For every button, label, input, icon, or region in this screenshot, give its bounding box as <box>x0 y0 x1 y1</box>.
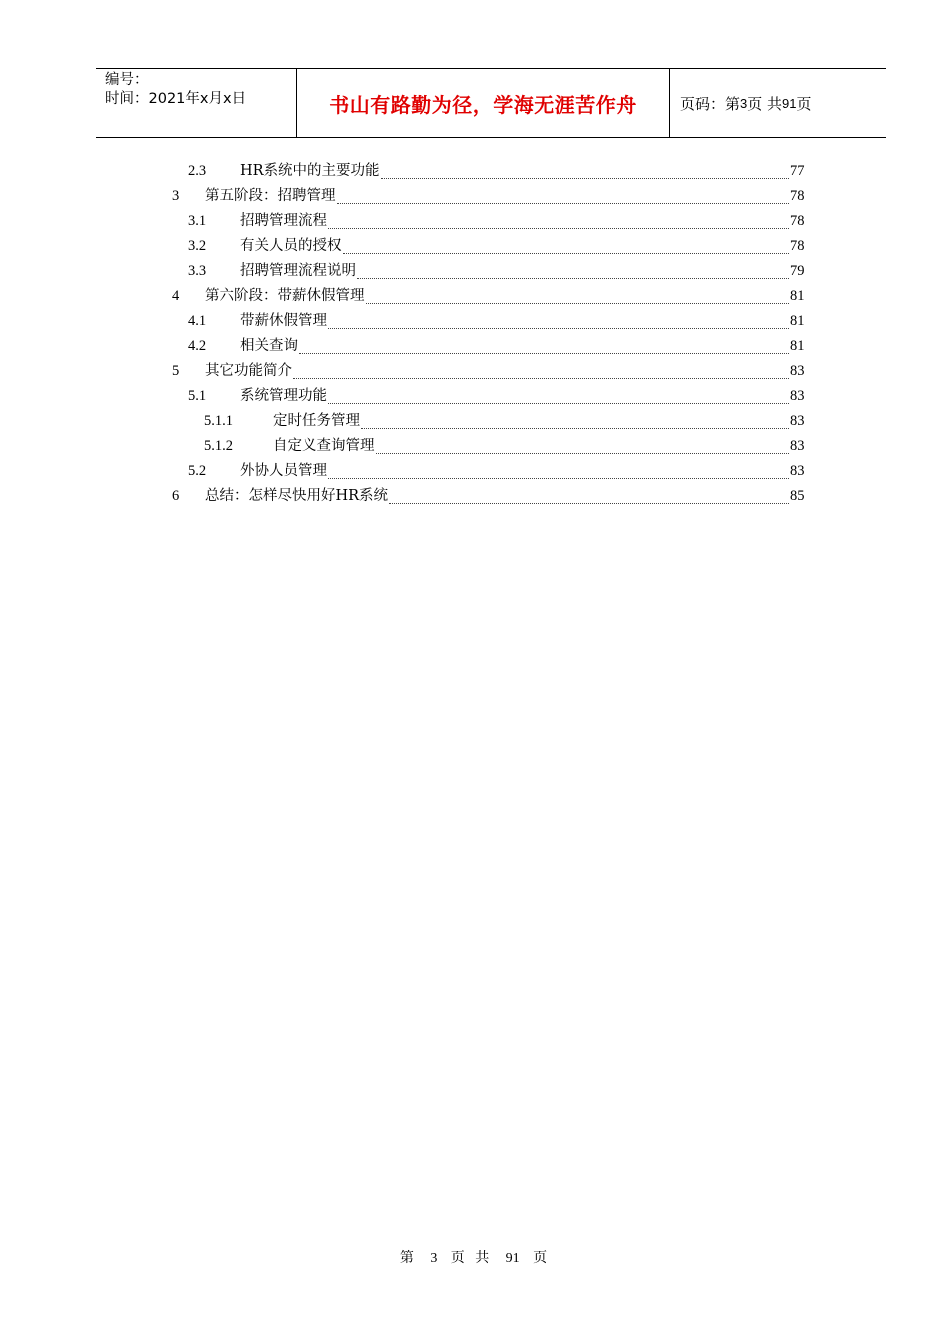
toc-entry-title: 有关人员的授权 <box>240 238 342 254</box>
toc-dot-leader <box>299 334 789 354</box>
toc-entry-page: 79 <box>790 263 805 279</box>
toc-entry[interactable] <box>0 434 950 459</box>
toc-dot-leader <box>328 209 789 229</box>
toc-entry-title: 相关查询 <box>240 338 298 354</box>
toc-entry-title: 第五阶段：招聘管理 <box>205 188 336 204</box>
toc-entry-title: 其它功能简介 <box>205 363 292 379</box>
toc-entry-page: 81 <box>790 338 805 354</box>
toc-entry-number: 3.3 <box>188 263 207 279</box>
toc-entry-number: 5 <box>172 363 180 379</box>
toc-entry-page: 83 <box>790 463 805 479</box>
toc-entry-title: 招聘管理流程 <box>240 213 327 229</box>
toc-entry-page: 83 <box>790 438 805 454</box>
toc-entry[interactable] <box>0 159 950 184</box>
toc-dot-leader <box>357 259 789 279</box>
toc-dot-leader <box>328 384 789 404</box>
header-info-cell <box>96 69 297 137</box>
toc-dot-leader <box>337 184 789 204</box>
toc-dot-leader <box>381 159 789 179</box>
toc-entry-page: 78 <box>790 213 805 229</box>
toc-entry-title: 外协人员管理 <box>240 463 327 479</box>
toc-dot-leader <box>366 284 789 304</box>
toc-dot-leader <box>376 434 789 454</box>
toc-entry-number: 5.1.1 <box>204 413 233 429</box>
footer-suffix: 页 <box>533 1250 551 1266</box>
toc-dot-leader <box>343 234 789 254</box>
toc-entry-title: 自定义查询管理 <box>273 438 375 454</box>
toc-entry-number: 4.2 <box>188 338 207 354</box>
toc-entry-number: 5.1 <box>188 388 207 404</box>
document-id-label: 编号： <box>105 72 149 88</box>
toc-entry-title: 定时任务管理 <box>273 413 360 429</box>
toc-entry[interactable] <box>0 359 950 384</box>
toc-entry-number: 4 <box>172 288 180 304</box>
toc-dot-leader <box>328 459 789 479</box>
toc-entry[interactable] <box>0 259 950 284</box>
toc-dot-leader <box>389 484 789 504</box>
footer-page-total: 91 <box>505 1251 520 1266</box>
toc-entry[interactable] <box>0 484 950 509</box>
toc-entry-number: 2.3 <box>188 163 207 179</box>
header-page-indicator <box>670 69 886 137</box>
toc-entry[interactable] <box>0 284 950 309</box>
toc-entry-page: 83 <box>790 388 805 404</box>
toc-entry-title: 带薪休假管理 <box>240 313 327 329</box>
page-header <box>96 68 886 138</box>
toc-entry-page: 85 <box>790 488 805 504</box>
toc-entry-title: HR系统中的主要功能 <box>240 163 380 179</box>
toc-entry-page: 81 <box>790 288 805 304</box>
toc-dot-leader <box>328 309 789 329</box>
toc-entry-page: 83 <box>790 413 805 429</box>
toc-entry[interactable] <box>0 209 950 234</box>
toc-entry-number: 5.2 <box>188 463 207 479</box>
footer-mid: 页 共 <box>450 1250 493 1266</box>
toc-entry[interactable] <box>0 459 950 484</box>
toc-entry[interactable] <box>0 309 950 334</box>
header-page-prefix: 页码：第 <box>680 94 741 113</box>
toc-entry-title: 招聘管理流程说明 <box>240 263 356 279</box>
toc-entry-title: 第六阶段：带薪休假管理 <box>205 288 365 304</box>
toc-dot-leader <box>361 409 789 429</box>
toc-entry-title: 系统管理功能 <box>240 388 327 404</box>
footer-prefix: 第 <box>399 1250 417 1266</box>
page-footer <box>0 1247 950 1267</box>
toc-entry-page: 77 <box>790 163 805 179</box>
header-page-current: 3 <box>740 95 748 111</box>
toc-entry-page: 81 <box>790 313 805 329</box>
toc-entry-page: 83 <box>790 363 805 379</box>
toc-entry-page: 78 <box>790 238 805 254</box>
toc-entry[interactable] <box>0 184 950 209</box>
toc-entry-number: 5.1.2 <box>204 438 233 454</box>
toc-entry-number: 4.1 <box>188 313 207 329</box>
header-page-total: 91 <box>782 95 797 111</box>
toc-entry-number: 3.1 <box>188 213 207 229</box>
header-motto: 书山有路勤为径，学海无涯苦作舟 <box>297 69 670 137</box>
toc-entry-title: 总结：怎样尽快用好HR系统 <box>205 488 389 504</box>
toc-entry-number: 3.2 <box>188 238 207 254</box>
toc-entry-number: 3 <box>172 188 180 204</box>
document-time-label: 时间：2021年x月x日 <box>105 91 247 107</box>
footer-page-current: 3 <box>430 1251 438 1266</box>
toc-entry[interactable] <box>0 409 950 434</box>
toc-entry[interactable] <box>0 234 950 259</box>
toc-entry[interactable] <box>0 384 950 409</box>
toc-entry-page: 78 <box>790 188 805 204</box>
toc-entry-number: 6 <box>172 488 180 504</box>
header-page-suffix: 页 <box>796 94 812 113</box>
header-page-mid: 页 共 <box>747 94 783 113</box>
toc-entry[interactable] <box>0 334 950 359</box>
toc-dot-leader <box>293 359 789 379</box>
